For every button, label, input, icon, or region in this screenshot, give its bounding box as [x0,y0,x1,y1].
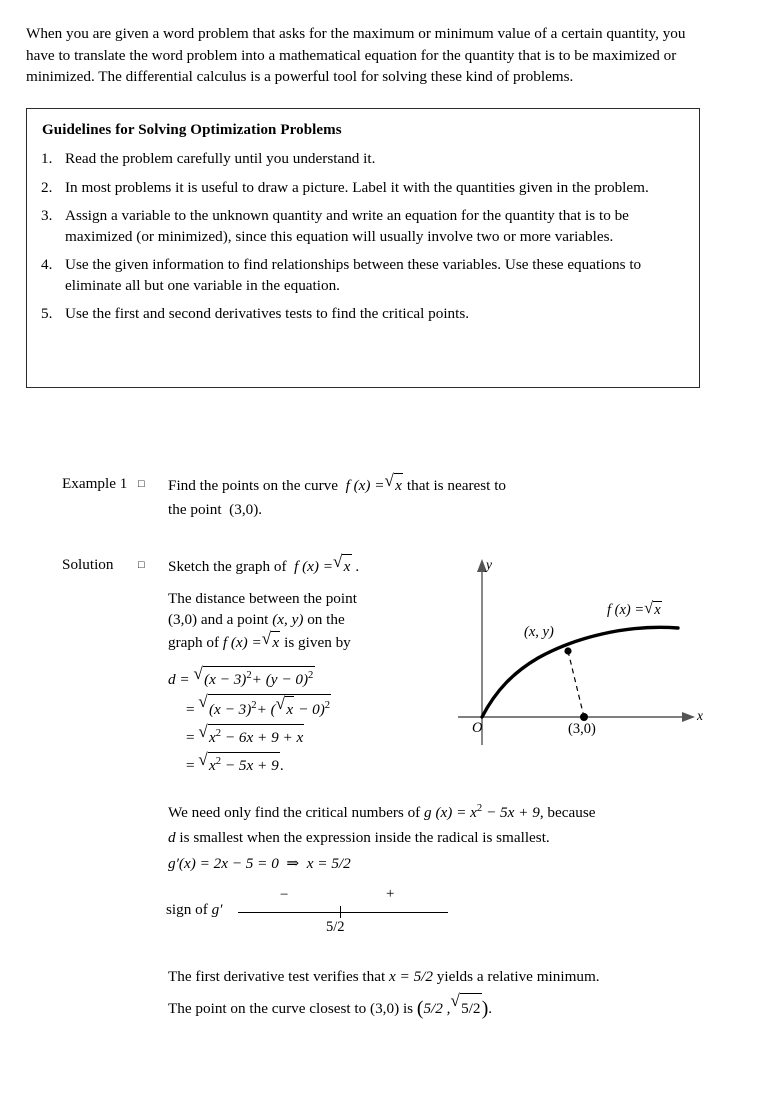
sketch-period: . [355,557,360,575]
point-xy-label: (x, y) [524,624,554,640]
list-item-number: 5. [41,305,53,322]
x-axis-arrow-icon [682,712,695,722]
origin-label: O [472,720,483,736]
equation-line-2: = √ $(x - 3)^2+$ ( √ x − 0)$^2$ [168,693,468,723]
intro-paragraph: When you are given a word problem that asks for the maximum or minimum value of a certain quantity, you have to translate the word problem into a mathematical equation for the quantity that is to be maximized or minimized. The differential calculus is a powerful tool for solving these kind of problems. [26,25,686,86]
list-item-number: 1. [41,150,53,167]
conclusion-text-c: The point on the curve closest to [168,999,367,1017]
paren-close: ) [481,997,489,1020]
point-30-marker [580,713,588,721]
list-item-text: Assign a variable to the unknown quantity and write an equation for the quantity that is to be maximized (or minimized), since this equation will usually involve two or more variables. [65,207,629,245]
distance-dashed-line [568,651,584,717]
equation-1-term-b: + (y − 0) [251,670,309,688]
critical-g-exp: 2 [476,802,483,814]
critical-numbers-explanation [168,800,698,850]
conclusion-text-b: yields a relative minimum. [436,968,600,985]
y-axis-label: y [486,557,492,572]
sign-chart-critical-value: 5/2 [326,919,345,935]
sketch-function-radicand: x [342,554,351,579]
list-item [41,149,681,170]
example-label: Example 1 [62,475,128,492]
example-text-line2: the point [168,500,222,518]
equation-1-lhs: d = [168,670,190,688]
point-30-label: (3,0) [568,721,596,737]
equation-4-term-a: x [209,756,216,774]
conclusion-line-1 [168,962,708,992]
guidelines-title: Guidelines for Solving Optimization Problems [42,122,342,138]
equation-1-exp-b: 2 [308,669,314,681]
example-function-lhs: f (x) = [345,476,385,494]
square-bullet-icon: □ [138,478,145,490]
distance-equation-chain [168,665,468,779]
distance-line-1: The distance between the point [168,590,357,607]
equation-1-exp-a: 2 [246,669,252,681]
sign-chart-label [166,901,222,919]
equation-2-term-a: (x − 3) [209,700,252,718]
derivative-equation [168,853,568,874]
conclusion-answer-y: 5/2 [460,993,482,1024]
example-text-part1: Find the points on the curve [168,476,338,494]
equation-4-exp: 2 [215,755,222,767]
example-block [62,472,582,522]
distance-line-2 [168,609,408,630]
distance-line-3: graph of f (x) = √ x is given by [168,629,351,651]
critical-g-function: g (x) = x [424,804,477,821]
implies-arrow-icon: ⇒ [286,855,300,872]
sign-chart-plus: + [386,886,395,902]
point-xy-marker [564,647,571,654]
equation-2-inner-radicand: x [285,696,294,723]
guidelines-box [26,108,700,388]
graph-svg [450,550,750,780]
sqrt-curve [482,627,678,717]
conclusion-given-point: (3,0) [370,999,400,1017]
critical-line-1 [168,800,698,825]
equation-3-lhs: = [186,728,195,746]
list-item [41,304,681,325]
solution-block [62,553,492,579]
equation-line-4: = √ $x^2 - 5x + 9$. [168,751,468,779]
equation-1-term-a: (x − 3) [204,670,247,688]
list-item-text: Use the first and second derivatives tests to find the critical points. [65,305,470,322]
conclusion-line-2 [168,992,708,1024]
list-item [41,206,681,247]
equation-line-3: = √ $x^2 - 6x + 9 + x$ [168,723,468,751]
sign-chart-tick [340,906,341,918]
equation-3-exp: 2 [215,727,222,739]
distance-point-a: (3,0) [168,611,198,628]
equation-3-term-b: − 6x + 9 + x [221,728,304,746]
curve-label-radicand: x [654,601,661,618]
distance-graph-text: graph of [168,633,220,651]
equation-2-exp-a: 2 [251,699,257,711]
distance-function-radicand: x [271,631,280,653]
square-bullet-icon: □ [138,559,145,571]
sign-chart-minus: − [280,887,289,903]
conclusion-answer-x: 5/2 , [423,999,451,1017]
equation-3-term-a: x [209,728,216,746]
paren-open: ( [416,997,424,1020]
list-item-text: Read the problem carefully until you understand it. [65,150,376,167]
list-item-number: 2. [41,178,53,196]
critical-line-2 [168,825,698,850]
critical-d-variable: d [168,829,176,846]
sketch-text: Sketch the graph of [168,557,287,575]
sign-label-text: sign of [166,901,208,918]
guidelines-list [41,149,681,333]
example-text-part2: that is nearest to [406,476,507,494]
x-axis-label: x [697,708,703,723]
conclusion-text-a: The first derivative test verifies that [168,968,386,985]
equation-2-term-c: − 0) [294,700,325,718]
derivative-solution: x = 5/2 [306,855,351,872]
conclusion-answer-point: (5/2 , √ 5/2) [417,1000,488,1017]
solution-sketch-instruction: Sketch the graph of f (x) = √ x . [168,553,492,579]
conclusion-period: . [488,999,493,1017]
solution-label: Solution [62,556,114,573]
conclusion-text-d: is [402,999,414,1017]
equation-4-lhs: = [186,756,195,774]
sketch-function-lhs: f (x) = [294,557,334,575]
derivative-expression: g′(x) = 2x − 5 = 0 [168,855,279,872]
critical-g-rest: − 5x + 9 [482,804,540,821]
equation-2-exp-b: 2 [324,699,331,711]
critical-text-a: We need only find the critical numbers of [168,804,421,821]
equation-4-term-b: − 5x + 9 [221,756,279,774]
conclusion-x-value: x = 5/2 [388,968,433,985]
example-point: (3,0) [229,500,259,518]
example-period: . [258,500,263,518]
conclusion-text [168,962,708,1024]
distance-explanation [168,588,408,653]
list-item [41,255,681,296]
equation-4-period: . [279,756,284,774]
distance-function-lhs: f (x) = [222,633,262,651]
sign-chart [166,885,466,935]
list-item-text: Use the given information to find relationships between these variables. Use these equations to eliminate all but one variable in the equation. [65,256,642,294]
distance-given-by-text: is given by [284,633,351,651]
graph-figure [450,550,750,780]
curve-function-label: f (x) = √ x [607,599,661,618]
distance-text-b: on the [307,611,345,628]
list-item-number: 3. [41,207,53,224]
example-function-radicand: x [394,473,403,498]
distance-point-b: (x, y) [272,611,304,628]
list-item [41,178,681,199]
sign-chart-axis [238,912,448,913]
critical-line2-text: is smallest when the expression inside the radical is smallest. [179,829,550,846]
equation-2-lhs: = [186,700,195,718]
list-item-text: In most problems it is useful to draw a picture. Label it with the quantities given in the problem. [65,178,649,196]
distance-text-a: and a point [200,611,269,628]
example-statement: Find the points on the curve f (x) = √ x that is nearest to the point (3,0). [168,471,507,518]
equation-2-term-b: + ( [256,700,276,718]
list-item-number: 4. [41,256,53,273]
sign-label-function: g′ [211,901,223,918]
curve-label-lhs: f (x) = [607,601,645,618]
critical-text-b: , because [539,804,596,821]
equation-line-1: d = √ $(x - 3)^2+ (y - 0)^2$ [168,665,468,693]
